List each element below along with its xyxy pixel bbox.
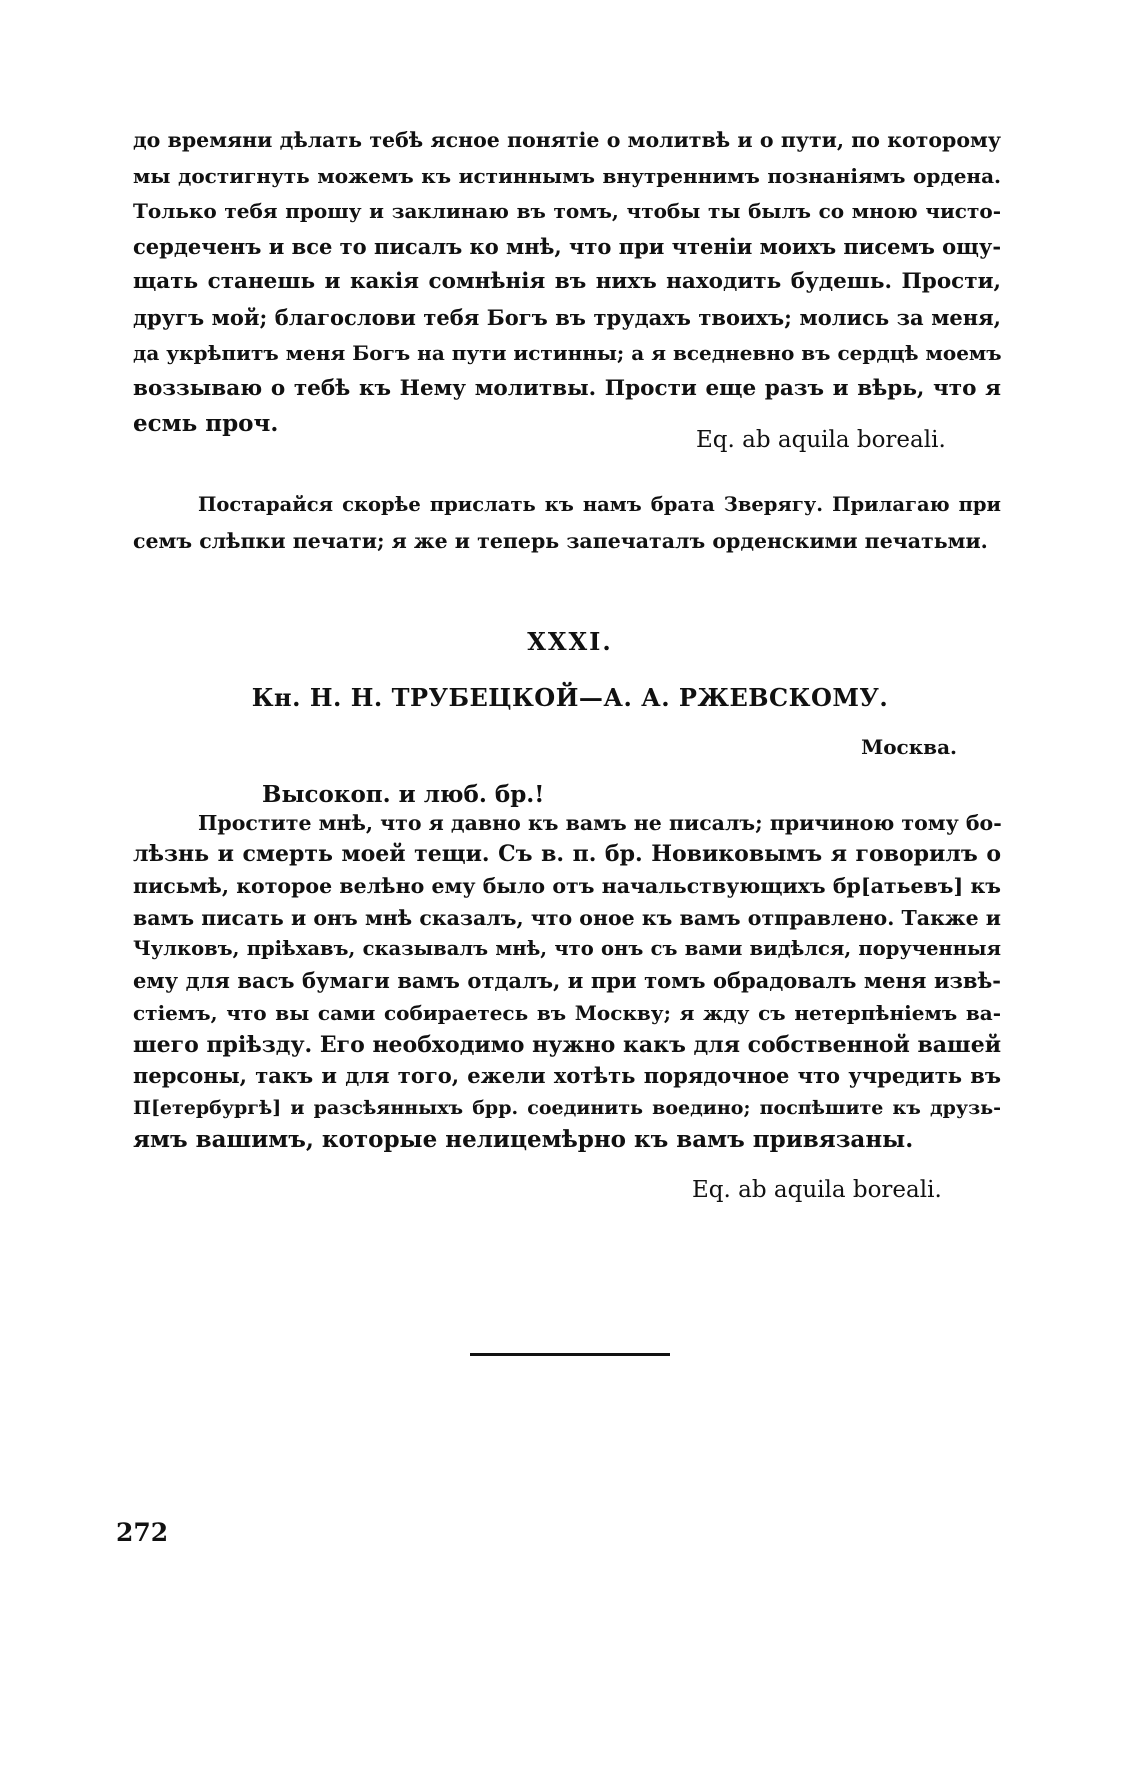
letter-place: Москва. xyxy=(861,735,957,759)
text-line: Только тебя прошу и заклинаю въ томъ, чтобы ты былъ со мною чисто- xyxy=(133,199,1001,223)
letter-line: лѣзнь и смерть моей тещи. Съ в. п. бр. Новиковымъ я говорилъ о xyxy=(133,841,1001,867)
section-divider xyxy=(470,1353,670,1356)
text-line: мы достигнуть можемъ къ истиннымъ внутреннимъ познаніямъ ордена. xyxy=(133,164,1001,188)
letter-title: Кн. Н. Н. ТРУБЕЦКОЙ—А. А. РЖЕВСКОМУ. xyxy=(251,683,889,712)
letter-line: П[етербургѣ] и разсѣянныхъ брр. соединить воедино; поспѣшите къ друзь- xyxy=(133,1097,1001,1119)
text-line: да укрѣпитъ меня Богъ на пути истинны; а я вседневно въ сердцѣ моемъ xyxy=(133,341,1002,365)
letter-line: письмѣ, которое велѣно ему было отъ начальствующихъ бр[атьевъ] къ xyxy=(133,874,1001,898)
text-line: сердеченъ и все то писалъ ко мнѣ, что при чтеніи моихъ писемъ ощу- xyxy=(133,234,1002,259)
letter-line: Простите мнѣ, что я давно къ вамъ не писалъ; причиною тому бо- xyxy=(198,811,1002,835)
text-line: воззываю о тебѣ къ Нему молитвы. Прости еще разъ и вѣрь, что я xyxy=(133,376,1001,401)
signature: Eq. ab aquila boreali. xyxy=(696,427,946,453)
letter-line: персоны, такъ и для того, ежели хотѣть порядочное что учредить въ xyxy=(133,1063,1001,1088)
postscript-line: Постарайся скорѣе прислать къ намъ брата Зверягу. Прилагаю при xyxy=(198,493,1001,516)
letter-line: стіемъ, что вы сами собираетесь въ Москву; я жду съ нетерпѣніемъ ва- xyxy=(133,1001,1001,1025)
letter-number: XXXI. xyxy=(527,627,613,656)
letter-line: ямъ вашимъ, которые нелицемѣрно къ вамъ привязаны. xyxy=(133,1126,914,1153)
salutation: Высокоп. и люб. бр.! xyxy=(262,781,545,808)
text-line: есмь проч. xyxy=(133,410,279,437)
letter-line: вамъ писать и онъ мнѣ сказалъ, что оное къ вамъ отправлено. Также и xyxy=(133,906,1001,930)
text-line: другъ мой; благослови тебя Богъ въ трудахъ твоихъ; молись за меня, xyxy=(133,305,1001,330)
letter-line: Чулковъ, пріѣхавъ, сказывалъ мнѣ, что онъ съ вами видѣлся, порученныя xyxy=(133,937,1001,960)
letter-line: шего пріѣзду. Его необходимо нужно какъ для собственной вашей xyxy=(133,1032,1002,1058)
page-number: 272 xyxy=(116,1518,169,1547)
signature: Eq. ab aquila boreali. xyxy=(692,1177,942,1203)
text-line: до времяни дѣлать тебѣ ясное понятіе о молитвѣ и о пути, по которому xyxy=(133,128,1001,152)
letter-line: ему для васъ бумаги вамъ отдалъ, и при томъ обрадовалъ меня извѣ- xyxy=(133,968,1001,993)
text-line: щать станешь и какія сомнѣнія въ нихъ находить будешь. Прости, xyxy=(133,269,1001,294)
postscript-line: семъ слѣпки печати; я же и теперь запечаталъ орденскими печатьми. xyxy=(133,529,988,553)
